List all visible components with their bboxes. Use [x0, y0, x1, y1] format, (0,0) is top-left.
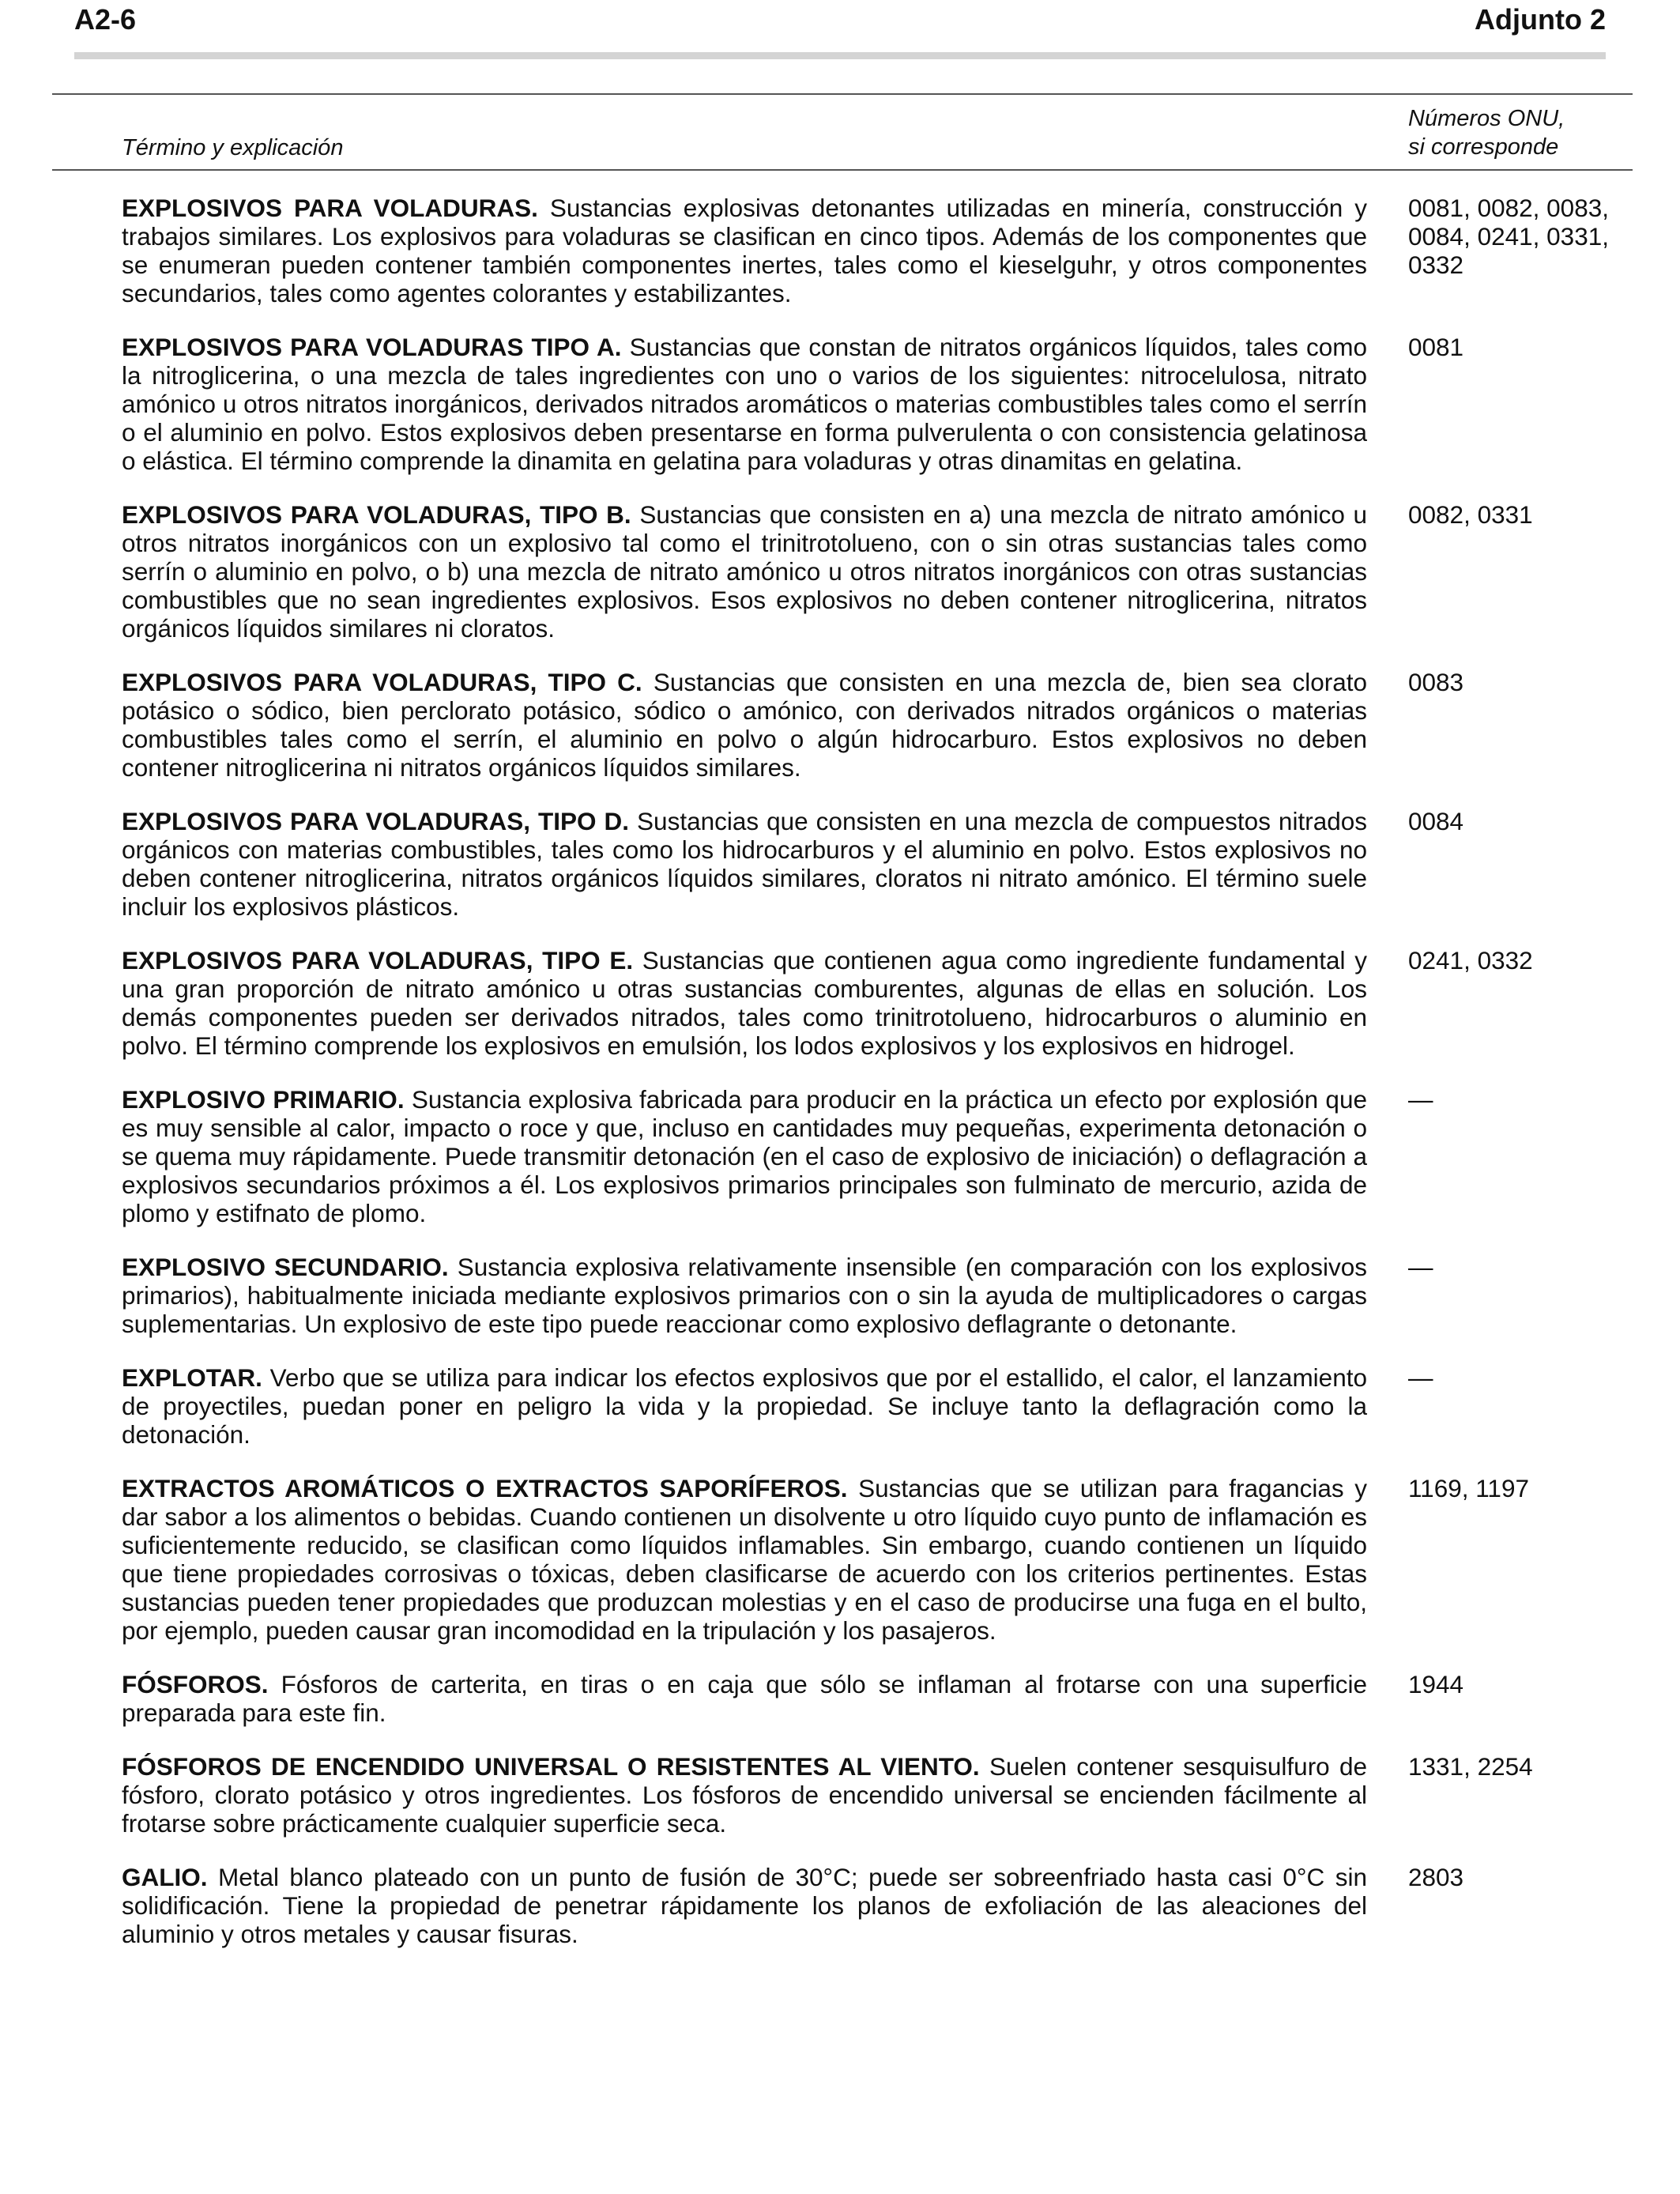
entry-text [122, 1253, 1367, 1338]
glossary-entry [122, 194, 1623, 307]
entry-text [122, 1752, 1367, 1838]
entry-explanation: Verbo que se utiliza para indicar los efectos explosivos que por el estallido, el calor, el lanzamiento de proyectiles, puedan poner en peligro la vida y la propiedad. Se incluye tanto la deflagración como la detonación. [122, 1363, 1367, 1449]
entry-un-numbers: 0081 [1408, 333, 1464, 361]
glossary-entry [122, 1752, 1623, 1838]
un-column-header-line2: si corresponde [1408, 134, 1559, 160]
entry-term: EXPLOSIVOS PARA VOLADURAS TIPO A. [122, 333, 622, 361]
entry-un-numbers: 0084 [1408, 807, 1464, 835]
entry-term: EXPLOSIVOS PARA VOLADURAS, TIPO B. [122, 500, 631, 529]
attachment-label: Adjunto 2 [1475, 3, 1606, 36]
entry-explanation: Fósforos de carterita, en tiras o en caja que sólo se inflaman al frotarse con una superficie preparada para este fin. [122, 1670, 1367, 1727]
entry-term: EXPLOSIVOS PARA VOLADURAS, TIPO C. [122, 668, 642, 696]
entry-text [122, 333, 1367, 475]
entry-un-numbers: — [1408, 1085, 1433, 1114]
entry-un-numbers: 1169, 1197 [1408, 1474, 1529, 1502]
entry-explanation: Suelen contener sesquisulfuro de fósforo, clorato potásico y otros ingredientes. Los fósforos de encendido universal se encienden fácilmente al frotarse sobre prácticamente cualquier superficie seca. [122, 1752, 1367, 1838]
entry-un-numbers: 2803 [1408, 1863, 1464, 1891]
entry-term: EXPLOSIVOS PARA VOLADURAS, TIPO D. [122, 807, 630, 835]
entry-un-numbers: 0083 [1408, 668, 1464, 696]
entry-term: EXPLOSIVOS PARA VOLADURAS, TIPO E. [122, 946, 634, 974]
glossary-entry [122, 333, 1623, 475]
entry-term: FÓSFOROS. [122, 1670, 269, 1698]
entry-un-numbers: 0081, 0082, 0083, 0084, 0241, 0331, 0332 [1408, 194, 1609, 279]
glossary-entry [122, 1363, 1623, 1449]
entry-un-numbers: 0082, 0331 [1408, 500, 1533, 529]
un-column-header-line1: Números ONU, [1408, 106, 1565, 131]
entry-un-numbers: — [1408, 1253, 1433, 1281]
entry-text [122, 500, 1367, 643]
glossary-entry [122, 1253, 1623, 1338]
entry-un-numbers: 1331, 2254 [1408, 1752, 1533, 1781]
entry-term: EXPLOTAR. [122, 1363, 262, 1392]
entry-explanation: Sustancias que consisten en una mezcla de compuestos nitrados orgánicos con materias combustibles, tales como los hidrocarburos y el aluminio en polvo. Estos explosivos no deben contener nitroglicerina, nitratos orgánicos líquidos similares, cloratos ni nitrato amónico. El término suele incluir los explosivos plásticos. [122, 807, 1367, 921]
entry-explanation: Metal blanco plateado con un punto de fusión de 30°C; puede ser sobreenfriado hasta casi 0°C sin solidificación. Tiene la propiedad de penetrar rápidamente los planos de exfoliación de las aleaciones del aluminio y otros metales y causar fisuras. [122, 1863, 1367, 1948]
entry-term: EXPLOSIVO PRIMARIO. [122, 1085, 405, 1114]
entry-text [122, 194, 1367, 307]
entry-explanation: Sustancias explosivas detonantes utilizadas en minería, construcción y trabajos similares. Los explosivos para voladuras se clasifican en cinco tipos. Además de los componentes que se enumeran pueden contener también componentes inertes, tales como el kieselguhr, y otros componentes secundarios, tales como agentes colorantes y estabilizantes. [122, 194, 1367, 307]
entry-term: GALIO. [122, 1863, 208, 1891]
entry-explanation: Sustancias que consisten en a) una mezcla de nitrato amónico u otros nitratos inorgánicos con un explosivo tal como el trinitrotolueno, con o sin otras sustancias tales como serrín o aluminio en polvo, o b) una mezcla de nitrato amónico u otros nitratos inorgánicos con otras sustancias combustibles que no sean ingredientes explosivos. Esos explosivos no deben contener nitroglicerina, nitratos orgánicos líquidos similares ni cloratos. [122, 500, 1368, 643]
page-header [74, 0, 1606, 59]
term-column-header: Término y explicación [122, 135, 344, 160]
entry-text [122, 668, 1367, 782]
entry-text [122, 1863, 1367, 1948]
glossary-entry [122, 807, 1623, 921]
entry-un-numbers: — [1408, 1363, 1433, 1392]
entry-text [122, 1474, 1367, 1645]
table-column-headers [52, 93, 1633, 171]
page-number: A2-6 [74, 3, 137, 36]
entry-explanation: Sustancias que contienen agua como ingrediente fundamental y una gran proporción de nitrato amónico u otras sustancias comburentes, algunas de ellas en solución. Los demás componentes pueden ser derivados nitrados, tales como trinitrotolueno, hidrocarburos o aluminio en polvo. El término comprende los explosivos en emulsión, los lodos explosivos y los explosivos en hidrogel. [122, 946, 1367, 1060]
entry-explanation: Sustancias que consisten en una mezcla de, bien sea clorato potásico o sódico, bien perclorato potásico, sódico o amónico, con derivados nitrados orgánicos o materias combustibles tales como el serrín, el aluminio en polvo o algún hidrocarburo. Estos explosivos no deben contener nitroglicerina ni nitratos orgánicos líquidos similares. [122, 668, 1367, 782]
glossary-entry [122, 1085, 1623, 1227]
entry-term: EXPLOSIVO SECUNDARIO. [122, 1253, 449, 1281]
glossary-entry [122, 1863, 1623, 1948]
glossary-entries [122, 194, 1623, 1973]
un-column-header [1408, 104, 1629, 161]
entry-un-numbers: 1944 [1408, 1670, 1464, 1698]
entry-text [122, 1670, 1367, 1727]
entry-text [122, 946, 1367, 1060]
entry-explanation: Sustancias que se utilizan para fragancias y dar sabor a los alimentos o bebidas. Cuando contienen un disolvente u otro líquido cuyo punto de inflamación es suficientemente reducido, se clasifican como líquidos inflamables. Sin embargo, cuando contienen un líquido que tiene propiedades corrosivas o tóxicas, deben clasificarse de acuerdo con los criterios pertinentes. Estas sustancias pueden tener propiedades que produzcan molestias y en el caso de producirse una fuga en el bulto, por ejemplo, pueden causar gran incomodidad en la tripulación y los pasajeros. [122, 1474, 1367, 1645]
entry-term: FÓSFOROS DE ENCENDIDO UNIVERSAL O RESISTENTES AL VIENTO. [122, 1752, 980, 1781]
entry-term: EXPLOSIVOS PARA VOLADURAS. [122, 194, 538, 222]
glossary-entry [122, 1474, 1623, 1645]
glossary-entry [122, 946, 1623, 1060]
entry-un-numbers: 0241, 0332 [1408, 946, 1533, 974]
glossary-entry [122, 668, 1623, 782]
entry-text [122, 1085, 1367, 1227]
entry-text [122, 1363, 1367, 1449]
entry-text [122, 807, 1367, 921]
glossary-entry [122, 1670, 1623, 1727]
glossary-entry [122, 500, 1623, 643]
entry-term: EXTRACTOS AROMÁTICOS O EXTRACTOS SAPORÍFEROS. [122, 1474, 848, 1502]
entry-explanation: Sustancia explosiva relativamente insensible (en comparación con los explosivos primarios), habitualmente iniciada mediante explosivos primarios con o sin la ayuda de multiplicadores o cargas suplementarias. Un explosivo de este tipo puede reaccionar como explosivo deflagrante o detonante. [122, 1253, 1367, 1338]
entry-explanation: Sustancias que constan de nitratos orgánicos líquidos, tales como la nitroglicerina, o una mezcla de tales ingredientes con uno o varios de los siguientes: nitrocelulosa, nitrato amónico u otros nitratos inorgánicos, derivados nitrados aromáticos o materias combustibles tales como el serrín o el aluminio en polvo. Estos explosivos deben presentarse en forma pulverulenta o con consistencia gelatinosa o elástica. El término comprende la dinamita en gelatina para voladuras y otras dinamitas en gelatina. [122, 333, 1368, 475]
entry-explanation: Sustancia explosiva fabricada para producir en la práctica un efecto por explosión que es muy sensible al calor, impacto o roce y que, incluso en cantidades muy pequeñas, experimenta detonación o se quema muy rápidamente. Puede transmitir detonación (en el caso de explosivo de iniciación) o deflagración a explosivos secundarios próximos a él. Los explosivos primarios principales son fulminato de mercurio, azida de plomo y estifnato de plomo. [122, 1085, 1367, 1227]
